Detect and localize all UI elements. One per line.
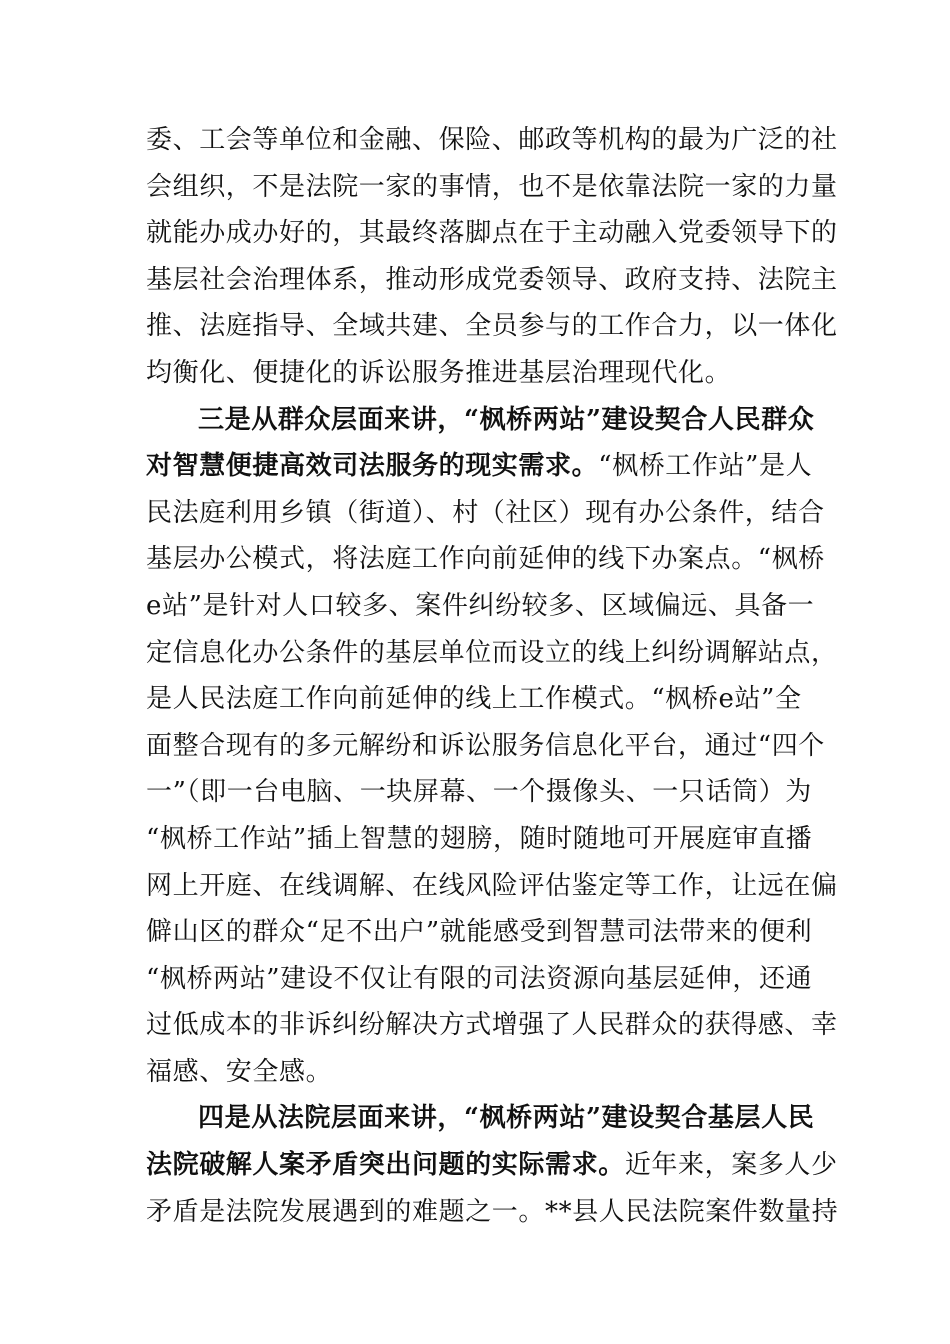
text-line: e站”是针对人口较多、案件纠纷较多、区域偏远、具备一 bbox=[146, 590, 815, 621]
text-line: 基层社会治理体系，推动形成党委领导、政府支持、法院主 bbox=[146, 264, 838, 295]
heading-tail: 对智慧便捷高效司法服务的现实需求。 bbox=[146, 451, 599, 482]
paragraph-3 bbox=[146, 1095, 839, 1235]
text-line: 矛盾是法院发展遇到的难题之一。**县人民法院案件数量持 bbox=[146, 1196, 839, 1227]
paragraph-2 bbox=[146, 397, 838, 1096]
text-run: 近年来，案多人少 bbox=[624, 1150, 838, 1181]
heading-tail: 法院破解人案矛盾突出问题的实际需求。 bbox=[146, 1150, 625, 1181]
text-line: 定信息化办公条件的基层单位而设立的线上纠纷调解站点， bbox=[146, 637, 838, 668]
text-line: 网上开庭、在线调解、在线风险评估鉴定等工作，让远在偏 bbox=[146, 870, 838, 901]
text-line: 会组织，不是法院一家的事情，也不是依靠法院一家的力量 bbox=[146, 171, 838, 202]
text-line: 面整合现有的多元解纷和诉讼服务信息化平台，通过“四个 bbox=[146, 730, 825, 761]
text-line: “枫桥工作站”插上智慧的翅膀，随时随地可开展庭审直播 bbox=[146, 823, 813, 854]
document-body bbox=[146, 117, 839, 1235]
text-line: 民法庭利用乡镇（街道）、村（社区）现有办公条件，结合 bbox=[146, 497, 825, 528]
text-line: 一”（即一台电脑、一块屏幕、一个摄像头、一只话筒）为 bbox=[146, 777, 812, 808]
text-run: “枫桥工作站”是人 bbox=[598, 451, 813, 482]
paragraph-heading-line: 三是从群众层面来讲，“枫桥两站”建设契合人民群众 bbox=[198, 404, 815, 435]
text-line: 福感、安全感。 bbox=[146, 1056, 333, 1087]
text-line: 是人民法庭工作向前延伸的线上工作模式。“枫桥e站”全 bbox=[146, 684, 802, 715]
text-line bbox=[146, 1142, 838, 1189]
paragraph-heading-line: 四是从法院层面来讲，“枫桥两站”建设契合基层人民 bbox=[198, 1103, 815, 1134]
text-line: 就能办成办好的，其最终落脚点在于主动融入党委领导下的 bbox=[146, 218, 838, 249]
text-line: 均衡化、便捷化的诉讼服务推进基层治理现代化。 bbox=[146, 357, 732, 388]
text-line bbox=[146, 443, 813, 490]
text-line: 推、法庭指导、全域共建、全员参与的工作合力，以一体化 bbox=[146, 311, 838, 342]
text-line: “枫桥两站”建设不仅让有限的司法资源向基层延伸，还通 bbox=[146, 963, 813, 994]
text-line: 僻山区的群众“足不出户”就能感受到智慧司法带来的便利 bbox=[146, 917, 813, 948]
text-line: 过低成本的非诉纠纷解决方式增强了人民群众的获得感、幸 bbox=[146, 1010, 838, 1041]
text-line: 委、工会等单位和金融、保险、邮政等机构的最为广泛的社 bbox=[146, 125, 838, 155]
text-line: 基层办公模式，将法庭工作向前延伸的线下办案点。“枫桥 bbox=[146, 544, 825, 575]
paragraph-1 bbox=[146, 117, 838, 397]
